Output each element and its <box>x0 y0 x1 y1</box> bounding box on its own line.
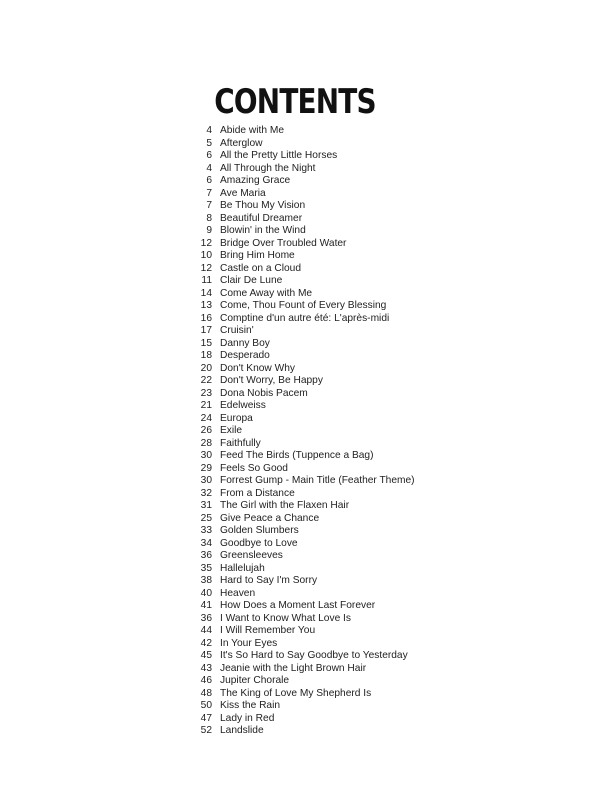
toc-song-title: Feels So Good <box>220 462 288 474</box>
toc-page-number: 52 <box>200 725 212 736</box>
toc-page-number: 26 <box>200 425 212 436</box>
toc-entry <box>190 638 450 651</box>
toc-entry <box>190 475 450 488</box>
toc-entry <box>190 463 450 476</box>
toc-song-title: Hard to Say I'm Sorry <box>220 575 318 586</box>
toc-song-title: Forrest Gump - Main Title (Feather Theme) <box>220 475 415 486</box>
toc-entry <box>190 650 450 663</box>
toc-entry <box>190 150 450 163</box>
toc-song-title: Bring Him Home <box>220 250 295 261</box>
toc-song-title: Ave Maria <box>220 187 266 199</box>
toc-entry <box>190 538 450 551</box>
toc-song-title: Feed The Birds (Tuppence a Bag) <box>220 450 374 461</box>
toc-entry <box>190 525 450 538</box>
toc-entry <box>190 725 450 738</box>
toc-entry <box>190 588 450 601</box>
toc-song-title: Kiss the Rain <box>220 700 281 711</box>
toc-page-number: 46 <box>200 675 212 686</box>
toc-page-number: 21 <box>200 400 212 411</box>
toc-song-title: Bridge Over Troubled Water <box>220 237 347 249</box>
toc-entry <box>190 450 450 463</box>
toc-song-title: Castle on a Cloud <box>220 262 301 274</box>
toc-entry <box>190 125 450 138</box>
toc-entry <box>190 688 450 701</box>
toc-page-number: 33 <box>200 525 212 536</box>
toc-page-number: 43 <box>200 662 212 674</box>
toc-song-title: Abide with Me <box>220 125 284 136</box>
toc-page-number: 34 <box>200 537 212 549</box>
toc-page-number: 25 <box>200 512 212 524</box>
toc-song-title: I Want to Know What Love Is <box>220 612 351 624</box>
toc-song-title: Europa <box>220 412 253 424</box>
toc-entry <box>190 400 450 413</box>
toc-entry <box>190 413 450 426</box>
toc-entry <box>190 438 450 451</box>
toc-entry <box>190 188 450 201</box>
toc-page-number: 32 <box>200 487 212 499</box>
toc-song-title: Golden Slumbers <box>220 525 299 536</box>
toc-song-title: Greensleeves <box>220 550 283 561</box>
toc-page-number: 30 <box>200 475 212 486</box>
toc-page-number: 7 <box>206 187 212 199</box>
toc-entry <box>190 238 450 251</box>
toc-page-number: 29 <box>200 462 212 474</box>
toc-entry <box>190 163 450 176</box>
toc-song-title: Landslide <box>220 725 264 736</box>
toc-entry <box>190 313 450 326</box>
toc-page-number: 14 <box>200 287 212 299</box>
toc-song-title: The Girl with the Flaxen Hair <box>220 500 350 511</box>
toc-page-number: 13 <box>200 300 212 311</box>
toc-song-title: From a Distance <box>220 487 295 499</box>
toc-song-title: Afterglow <box>220 137 263 149</box>
toc-page-number: 36 <box>200 550 212 561</box>
toc-page-number: 24 <box>200 412 212 424</box>
toc-entry <box>190 663 450 676</box>
toc-song-title: Don't Worry, Be Happy <box>220 375 323 386</box>
toc-entry <box>190 138 450 151</box>
toc-page-number: 8 <box>206 212 212 224</box>
toc-song-title: All the Pretty Little Horses <box>220 150 338 161</box>
toc-entry <box>190 675 450 688</box>
toc-page-number: 9 <box>206 225 212 236</box>
toc-song-title: Edelweiss <box>220 400 266 411</box>
toc-song-title: Give Peace a Chance <box>220 512 320 524</box>
toc-entry <box>190 700 450 713</box>
toc-page-number: 41 <box>200 600 212 611</box>
toc-page-number: 12 <box>200 262 212 274</box>
toc-list <box>190 125 450 738</box>
toc-page-number: 44 <box>200 625 212 636</box>
toc-song-title: Come Away with Me <box>220 287 313 299</box>
toc-song-title: Heaven <box>220 587 256 599</box>
toc-page-number: 40 <box>200 587 212 599</box>
toc-page-number: 5 <box>206 137 212 149</box>
toc-entry <box>190 213 450 226</box>
toc-page-number: 4 <box>206 125 212 136</box>
toc-song-title: Amazing Grace <box>220 175 291 186</box>
toc-entry <box>190 513 450 526</box>
toc-song-title: Faithfully <box>220 437 261 449</box>
toc-page-number: 11 <box>201 275 212 286</box>
toc-entry <box>190 275 450 288</box>
toc-entry <box>190 338 450 351</box>
toc-page-number: 17 <box>200 325 212 336</box>
toc-entry <box>190 625 450 638</box>
toc-song-title: Dona Nobis Pacem <box>220 387 308 399</box>
toc-entry <box>190 288 450 301</box>
toc-song-title: Come, Thou Fount of Every Blessing <box>220 300 387 311</box>
page-title: CONTENTS <box>214 81 376 122</box>
toc-song-title: Desperado <box>220 350 270 361</box>
toc-entry <box>190 375 450 388</box>
toc-song-title: The King of Love My Shepherd Is <box>220 687 372 699</box>
toc-song-title: Blowin' in the Wind <box>220 225 306 236</box>
toc-page-number: 30 <box>200 450 212 461</box>
toc-song-title: In Your Eyes <box>220 637 278 649</box>
toc-song-title: Exile <box>220 425 243 436</box>
toc-page-number: 7 <box>206 200 212 211</box>
toc-page-number: 16 <box>200 312 212 324</box>
toc-song-title: Lady in Red <box>220 712 275 724</box>
toc-entry <box>190 500 450 513</box>
toc-entry <box>190 175 450 188</box>
toc-song-title: Don't Know Why <box>220 362 295 374</box>
toc-entry <box>190 263 450 276</box>
toc-entry <box>190 250 450 263</box>
toc-page-number: 22 <box>200 375 212 386</box>
toc-page-number: 45 <box>200 650 212 661</box>
toc-page-number: 6 <box>206 175 212 186</box>
toc-page-number: 47 <box>200 712 212 724</box>
toc-entry <box>190 600 450 613</box>
toc-entry <box>190 613 450 626</box>
toc-entry <box>190 388 450 401</box>
toc-song-title: Jeanie with the Light Brown Hair <box>220 662 367 674</box>
toc-song-title: Hallelujah <box>220 562 265 574</box>
toc-page-number: 23 <box>200 387 212 399</box>
toc-page-number: 50 <box>200 700 212 711</box>
toc-song-title: Cruisin' <box>220 325 254 336</box>
toc-page-number: 28 <box>200 437 212 449</box>
toc-entry <box>190 350 450 363</box>
toc-page-number: 31 <box>200 500 212 511</box>
toc-song-title: Clair De Lune <box>220 275 283 286</box>
toc-song-title: Beautiful Dreamer <box>220 212 303 224</box>
toc-page-number: 6 <box>206 150 212 161</box>
toc-page-number: 18 <box>200 350 212 361</box>
toc-entry <box>190 575 450 588</box>
toc-page-number: 20 <box>200 362 212 374</box>
toc-page-number: 10 <box>200 250 212 261</box>
toc-entry <box>190 200 450 213</box>
toc-page-number: 12 <box>200 237 212 249</box>
toc-entry <box>190 425 450 438</box>
toc-entry <box>190 713 450 726</box>
toc-page-number: 42 <box>200 637 212 649</box>
toc-entry <box>190 300 450 313</box>
toc-song-title: How Does a Moment Last Forever <box>220 600 376 611</box>
toc-song-title: Be Thou My Vision <box>220 200 306 211</box>
toc-page-number: 15 <box>200 337 212 349</box>
toc-entry <box>190 225 450 238</box>
toc-page-number: 48 <box>200 687 212 699</box>
toc-song-title: All Through the Night <box>220 162 316 174</box>
toc-song-title: It's So Hard to Say Goodbye to Yesterday <box>220 650 408 661</box>
toc-song-title: I Will Remember You <box>220 625 316 636</box>
toc-song-title: Jupiter Chorale <box>220 675 290 686</box>
toc-page-number: 35 <box>200 562 212 574</box>
toc-entry <box>190 325 450 338</box>
toc-entry <box>190 488 450 501</box>
toc-song-title: Danny Boy <box>220 337 270 349</box>
toc-entry <box>190 563 450 576</box>
toc-entry <box>190 363 450 376</box>
toc-page-number: 4 <box>206 162 212 174</box>
toc-page-number: 36 <box>200 612 212 624</box>
toc-entry <box>190 550 450 563</box>
toc-song-title: Comptine d'un autre été: L'après-midi <box>220 312 390 324</box>
toc-song-title: Goodbye to Love <box>220 537 298 549</box>
toc-page-number: 38 <box>200 575 212 586</box>
